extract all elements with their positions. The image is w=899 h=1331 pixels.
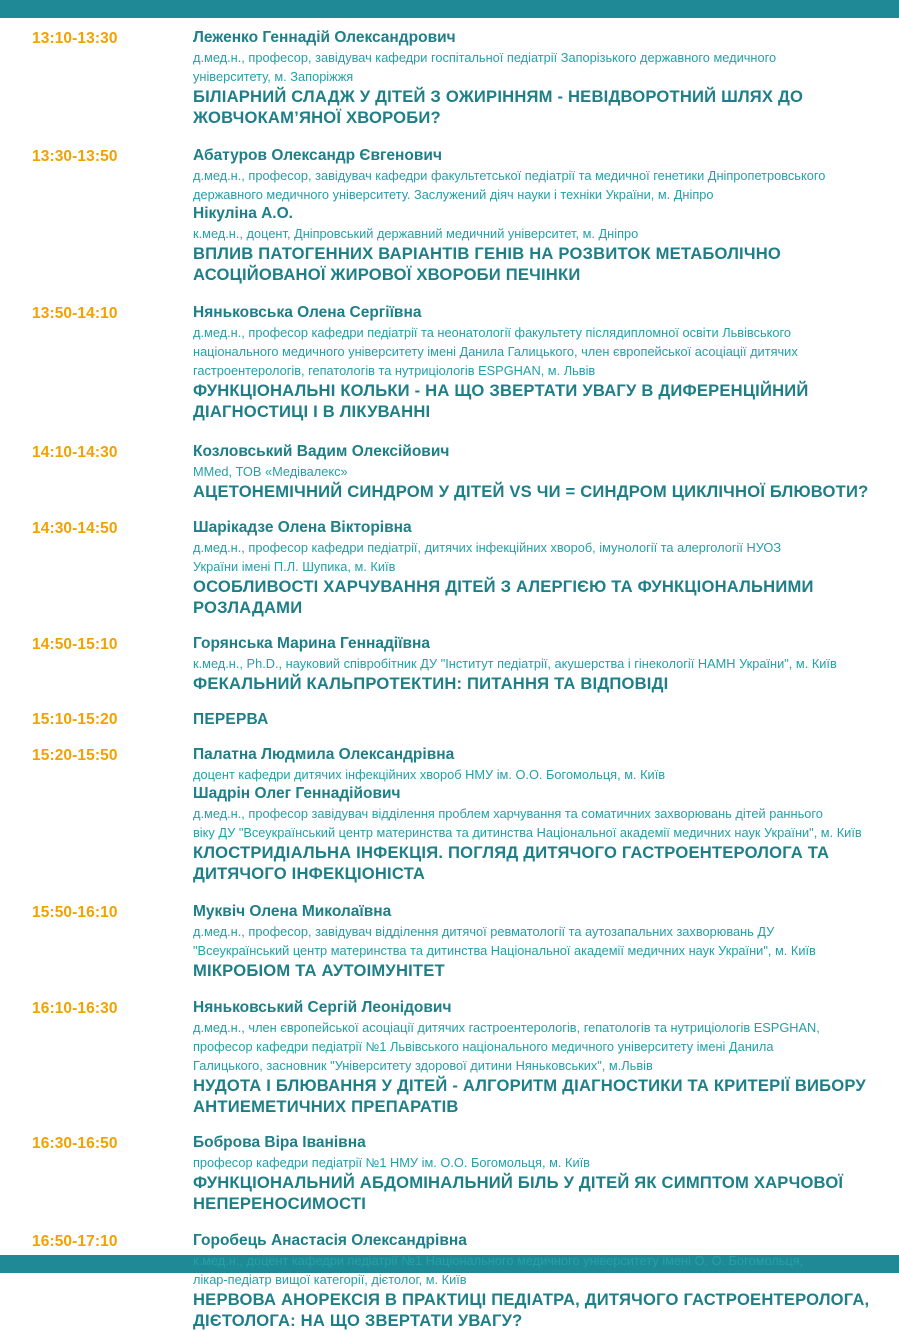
session-time: 16:30-16:50 bbox=[32, 1135, 118, 1152]
talk-title: РОЗЛАДАМИ bbox=[193, 598, 303, 617]
program-session bbox=[0, 703, 899, 730]
program-session bbox=[0, 512, 899, 618]
session-time: 14:10-14:30 bbox=[32, 444, 118, 461]
session-body bbox=[193, 1127, 893, 1214]
talk-title: АНТИЕМЕТИЧНИХ ПРЕПАРАТІВ bbox=[193, 1097, 459, 1116]
session-body bbox=[193, 703, 893, 730]
speaker-affiliation: віку ДУ "Всеукраїнський центр материнства та дитинства Національної академії медичних наук України", м. Київ bbox=[193, 825, 862, 840]
program-schedule bbox=[0, 22, 899, 1331]
talk-title: АЦЕТОНЕМІЧНИЙ СИНДРОМ У ДІТЕЙ VS ЧИ = СИНДРОМ ЦИКЛІЧНОЇ БЛЮВОТИ? bbox=[193, 482, 869, 501]
speaker-affiliation: гастроентерологів, гепатологів та нутриціологів ESPGHAN, м. Львів bbox=[193, 363, 596, 378]
session-body bbox=[193, 436, 893, 502]
speaker-affiliation: професор кафедри педіатрії №1 Львівського національного медичного університету імені Данила bbox=[193, 1039, 774, 1054]
talk-title: ОСОБЛИВОСТІ ХАРЧУВАННЯ ДІТЕЙ З АЛЕРГІЄЮ ТА ФУНКЦІОНАЛЬНИМИ bbox=[193, 577, 814, 596]
program-session bbox=[0, 22, 899, 128]
speaker-affiliation: к.мед.н., доцент, Дніпровський державний медичний університет, м. Дніпро bbox=[193, 226, 639, 241]
speaker-affiliation: Галицького, засновник "Університету здорової дитини Няньковських", м.Львів bbox=[193, 1058, 653, 1073]
talk-title: ЖОВЧОКАМ’ЯНОЇ ХВОРОБИ? bbox=[193, 108, 441, 127]
talk-title: ФЕКАЛЬНИЙ КАЛЬПРОТЕКТИН: ПИТАННЯ ТА ВІДПОВІДІ bbox=[193, 674, 669, 693]
talk-title: БІЛІАРНИЙ СЛАДЖ У ДІТЕЙ З ОЖИРІННЯМ - НЕВІДВОРОТНИЙ ШЛЯХ ДО bbox=[193, 87, 804, 106]
session-body bbox=[193, 896, 893, 981]
speaker-name: Боброва Віра Іванівна bbox=[193, 1134, 366, 1151]
speaker-name: Муквіч Олена Миколаївна bbox=[193, 903, 392, 920]
talk-title: ДІЄТОЛОГА: НА ЩО ЗВЕРТАТИ УВАГУ? bbox=[193, 1311, 523, 1330]
talk-title: ФУНКЦІОНАЛЬНІ КОЛЬКИ - НА ЩО ЗВЕРТАТИ УВАГУ В ДИФЕРЕНЦІЙНИЙ bbox=[193, 381, 809, 400]
talk-title: НЕПЕРЕНОСИМОСТІ bbox=[193, 1194, 367, 1213]
program-session bbox=[0, 297, 899, 422]
session-body bbox=[193, 140, 893, 285]
speaker-affiliation: України імені П.Л. Шупика, м. Київ bbox=[193, 559, 396, 574]
talk-title: ДІАГНОСТИЦІ І В ЛІКУВАННІ bbox=[193, 402, 431, 421]
speaker-name: Леженко Геннадій Олександрович bbox=[193, 29, 456, 46]
speaker-name: Няньковська Олена Сергіївна bbox=[193, 304, 422, 321]
session-time: 16:10-16:30 bbox=[32, 1000, 118, 1017]
speaker-name: Горянська Марина Геннадіївна bbox=[193, 635, 430, 652]
speaker-name: Горобець Анастасія Олександрівна bbox=[193, 1232, 467, 1249]
program-session bbox=[0, 628, 899, 694]
speaker-affiliation: к.мед.н., доцент кафедри педіатрії №1 Національного медичного університету імені О. О. Богомольця, bbox=[193, 1253, 804, 1268]
program-session bbox=[0, 992, 899, 1117]
speaker-affiliation: д.мед.н., професор, завідувач кафедри факультетської педіатрії та медичної генетики Дніпропетровського bbox=[193, 168, 826, 183]
talk-title: НЕРВОВА АНОРЕКСІЯ В ПРАКТИЦІ ПЕДІАТРА, ДИТЯЧОГО ГАСТРОЕНТЕРОЛОГА, bbox=[193, 1290, 870, 1309]
session-time: 13:30-13:50 bbox=[32, 148, 118, 165]
talk-title: КЛОСТРИДІАЛЬНА ІНФЕКЦІЯ. ПОГЛЯД ДИТЯЧОГО ГАСТРОЕНТЕРОЛОГА ТА bbox=[193, 843, 830, 862]
speaker-affiliation: лікар-педіатр вищої категорії, дієтолог, м. Київ bbox=[193, 1272, 467, 1287]
speaker-affiliation: д.мед.н., професор, завідувач кафедри госпітальної педіатрії Запорізького державного медичного bbox=[193, 50, 777, 65]
session-body bbox=[193, 739, 893, 884]
session-time: 14:50-15:10 bbox=[32, 636, 118, 653]
speaker-affiliation: державного медичного університету. Заслужений діяч науки і техніки України, м. Дніпро bbox=[193, 187, 714, 202]
speaker-affiliation: д.мед.н., член європейської асоціації дитячих гастроентерологів, гепатологів та нутриціологів ESPGHAN, bbox=[193, 1020, 820, 1035]
session-time: 15:50-16:10 bbox=[32, 904, 118, 921]
speaker-name: Нікуліна А.О. bbox=[193, 205, 293, 222]
speaker-name: Шарікадзе Олена Вікторівна bbox=[193, 519, 412, 536]
session-time: 13:10-13:30 bbox=[32, 30, 118, 47]
session-body bbox=[193, 22, 893, 128]
program-session bbox=[0, 896, 899, 981]
speaker-name: Козловський Вадим Олексійович bbox=[193, 443, 450, 460]
session-body bbox=[193, 992, 893, 1117]
program-session bbox=[0, 739, 899, 884]
session-body bbox=[193, 512, 893, 618]
program-session bbox=[0, 1225, 899, 1331]
speaker-affiliation: університету, м. Запоріжжя bbox=[193, 69, 354, 84]
speaker-affiliation: національного медичного університету імені Данила Галицького, член європейської асоціації дитячих bbox=[193, 344, 798, 359]
talk-title: НУДОТА І БЛЮВАННЯ У ДІТЕЙ - АЛГОРИТМ ДІАГНОСТИКИ ТА КРИТЕРІЇ ВИБОРУ bbox=[193, 1076, 866, 1095]
speaker-affiliation: доцент кафедри дитячих інфекційних хвороб НМУ ім. О.О. Богомольця, м. Київ bbox=[193, 767, 666, 782]
session-body bbox=[193, 1225, 893, 1331]
talk-title: ВПЛИВ ПАТОГЕННИХ ВАРІАНТІВ ГЕНІВ НА РОЗВИТОК МЕТАБОЛІЧНО bbox=[193, 244, 782, 263]
session-time: 15:20-15:50 bbox=[32, 747, 118, 764]
program-session bbox=[0, 1127, 899, 1214]
program-session bbox=[0, 436, 899, 502]
talk-title: ДИТЯЧОГО ІНФЕКЦІОНІСТА bbox=[193, 864, 426, 883]
session-time: 16:50-17:10 bbox=[32, 1233, 118, 1250]
speaker-affiliation: MMed, ТОВ «Медівалекс» bbox=[193, 464, 348, 479]
speaker-name: Шадрін Олег Геннадійович bbox=[193, 785, 401, 802]
speaker-affiliation: д.мед.н., професор кафедри педіатрії, дитячих інфекційних хвороб, імунології та алергології НУОЗ bbox=[193, 540, 782, 555]
speaker-affiliation: к.мед.н., Ph.D., науковий співробітник ДУ "Інститут педіатрії, акушерства і гінекології НАМН України", м. Київ bbox=[193, 656, 837, 671]
break-label: ПЕРЕРВА bbox=[193, 711, 269, 728]
top-band bbox=[0, 0, 899, 18]
talk-title: ФУНКЦІОНАЛЬНИЙ АБДОМІНАЛЬНИЙ БІЛЬ У ДІТЕЙ ЯК СИМПТОМ ХАРЧОВОЇ bbox=[193, 1173, 844, 1192]
program-session bbox=[0, 140, 899, 285]
talk-title: АСОЦІЙОВАНОЇ ЖИРОВОЇ ХВОРОБИ ПЕЧІНКИ bbox=[193, 265, 581, 284]
session-body bbox=[193, 628, 893, 694]
session-time: 15:10-15:20 bbox=[32, 711, 118, 728]
session-time: 13:50-14:10 bbox=[32, 305, 118, 322]
session-time: 14:30-14:50 bbox=[32, 520, 118, 537]
speaker-name: Абатуров Олександр Євгенович bbox=[193, 147, 442, 164]
speaker-name: Палатна Людмила Олександрівна bbox=[193, 746, 455, 763]
speaker-affiliation: "Всеукраїнський центр материнства та дитинства Національної академії медичних наук України", м. Київ bbox=[193, 943, 816, 958]
speaker-affiliation: професор кафедри педіатрії №1 НМУ ім. О.О. Богомольця, м. Київ bbox=[193, 1155, 590, 1170]
talk-title: МІКРОБІОМ ТА АУТОІМУНІТЕТ bbox=[193, 961, 445, 980]
speaker-affiliation: д.мед.н., професор, завідувач відділення дитячої ревматології та аутозапальних захворювань ДУ bbox=[193, 924, 775, 939]
speaker-affiliation: д.мед.н., професор завідувач відділення проблем харчування та соматичних захворювань дітей раннього bbox=[193, 806, 823, 821]
speaker-affiliation: д.мед.н., професор кафедри педіатрії та неонатології факультету післядипломної освіти Львівського bbox=[193, 325, 791, 340]
session-body bbox=[193, 297, 893, 422]
speaker-name: Няньковський Сергій Леонідович bbox=[193, 999, 452, 1016]
